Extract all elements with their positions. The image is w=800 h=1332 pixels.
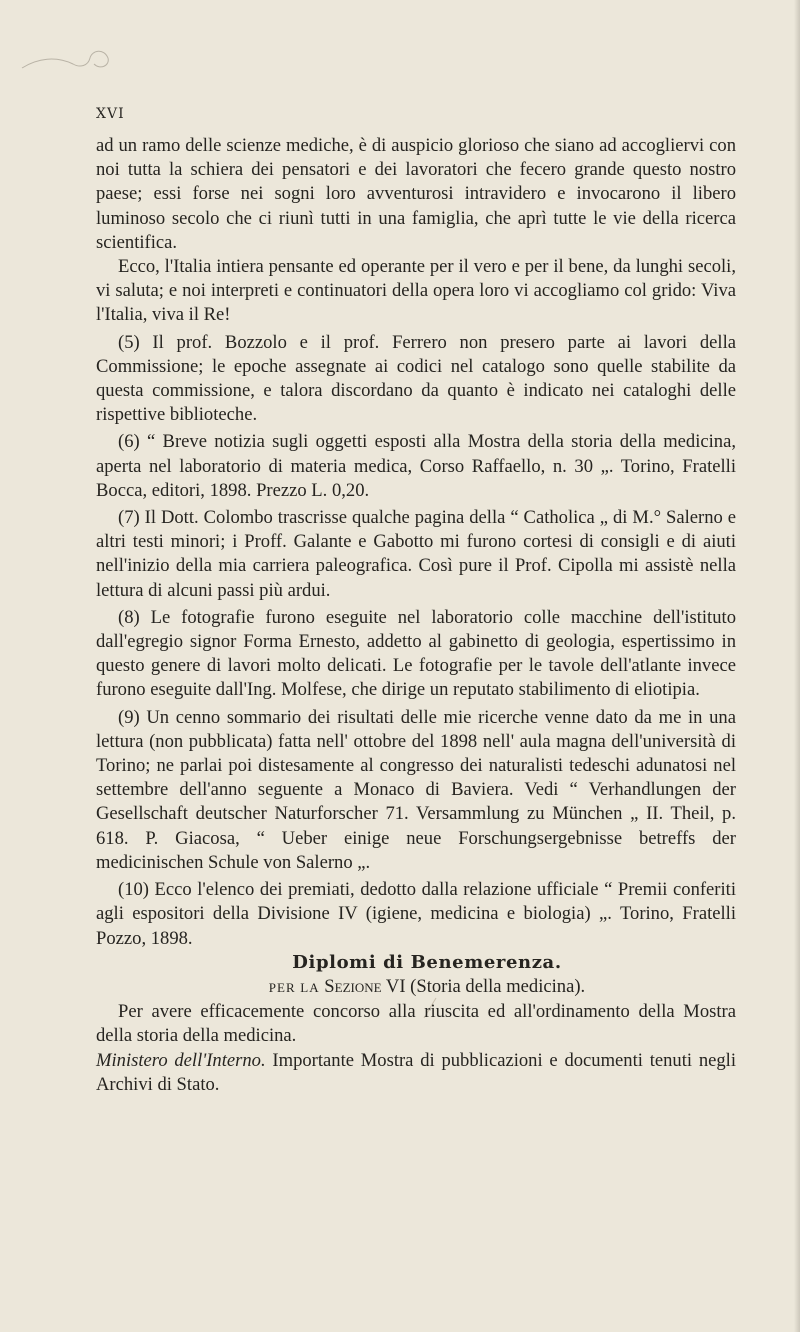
page-edge-shadow xyxy=(794,0,800,1332)
subheading-rest: VI (Storia della medicina). xyxy=(385,975,586,997)
section-subheading xyxy=(96,975,736,1000)
awardee-description: Importante Mostra di pubblicazioni e documenti tenuti negli Archivi di Stato. xyxy=(96,1049,736,1095)
paragraph-greeting: Ecco, l'Italia intiera pensante ed operante per il vero e per il bene, da lunghi secoli, vi saluta; e noi interpreti e continuatori della opera loro vi accogliamo col grido: Viva l'Italia, viva il Re! xyxy=(96,256,736,326)
awardee-name: Ministero dell'Interno. xyxy=(96,1049,266,1071)
footnote-7: (7) Il Dott. Colombo trascrisse qualche pagina della “ Catholica „ di M.° Salerno e altri testi minori; i Proff. Galante e Gabotto mi furono cortesi di consigli e di aiuti nell'inizio della mia carriera paleografica. Così pure il Prof. Cipolla mi assistè nella lettura di alcuni passi più ardui. xyxy=(96,507,736,601)
footnote-5: (5) Il prof. Bozzolo e il prof. Ferrero non presero parte ai lavori della Commissione; le epoche assegnate ai codici nel catalogo sono quelle stabilite da questa commissione, e talora discordano da quanto è indicato nei cataloghi delle rispettive biblioteche. xyxy=(96,331,736,426)
footnote-10: (10) Ecco l'elenco dei premiati, dedotto dalla relazione ufficiale “ Premii conferiti agli espositori della Divisione IV (igiene, medicina e biologia) „. Torino, Fratelli Pozzo, 1898. xyxy=(96,879,736,949)
footnote-8: (8) Le fotografie furono eseguite nel laboratorio colle macchine dell'istituto dall'egregio signor Forma Ernesto, addetto al gabinetto di geologia, espertissimo in questo genere di lavori molto delicati. Le fotografie per le tavole dell'atlante invece furono eseguite dall'Ing. Molfese, che dirige un reputato stabilimento di eliotipia. xyxy=(96,606,736,701)
page-number: XVI xyxy=(96,106,125,122)
footnote-9: (9) Un cenno sommario dei risultati delle mie ricerche venne dato da me in una lettura (non pubblicata) fatta nell' ottobre del 1898 nell' aula magna dell'università di Torino; ne parlai poi distesamente al congresso dei naturalisti tedeschi adunatosi nel settembre dell'anno seguente a Monaco di Baviera. Vedi “ Verhandlungen der Gesellschaft deutscher Naturforscher 71. Versammlung zu München „ II. Theil, p. 618. P. Giacosa, “ Ueber einige neue Forschungsergebnisse betreffs der medicinischen Schule von Salerno „. xyxy=(96,706,736,873)
pencil-mark-scribble xyxy=(18,40,128,80)
award-entry xyxy=(96,1049,736,1097)
subheading-la: LA xyxy=(300,979,320,995)
section-heading: Diplomi di Benemerenza. xyxy=(292,951,562,973)
text-block xyxy=(96,134,736,1097)
footnote-6: (6) “ Breve notizia sugli oggetti esposti alla Mostra della storia della medicina, aperta nel laboratorio di materia medica, Corso Raffaello, n. 30 „. Torino, Fratelli Bocca, editori, 1898. Prezzo L. 0,20. xyxy=(96,431,736,501)
paragraph-continuation: ad un ramo delle scienze mediche, è di auspicio glorioso che siano ad accogliervi con noi tutta la schiera dei pensatori e dei lavoratori che fecero grande questo nostro paese; essi forse nei sogni loro avventurosi intravidero e invocarono il libero luminoso secolo che ci riunì tutti in una famiglia, che aprì tutte le vie della ricerca scientifica. xyxy=(96,135,736,253)
award-description: Per avere efficacemente concorso alla riuscita ed all'ordinamento della Mostra della storia della medicina. xyxy=(96,1001,736,1047)
subheading-per: PER xyxy=(268,979,296,995)
subheading-sezione: Sezione xyxy=(324,975,382,997)
